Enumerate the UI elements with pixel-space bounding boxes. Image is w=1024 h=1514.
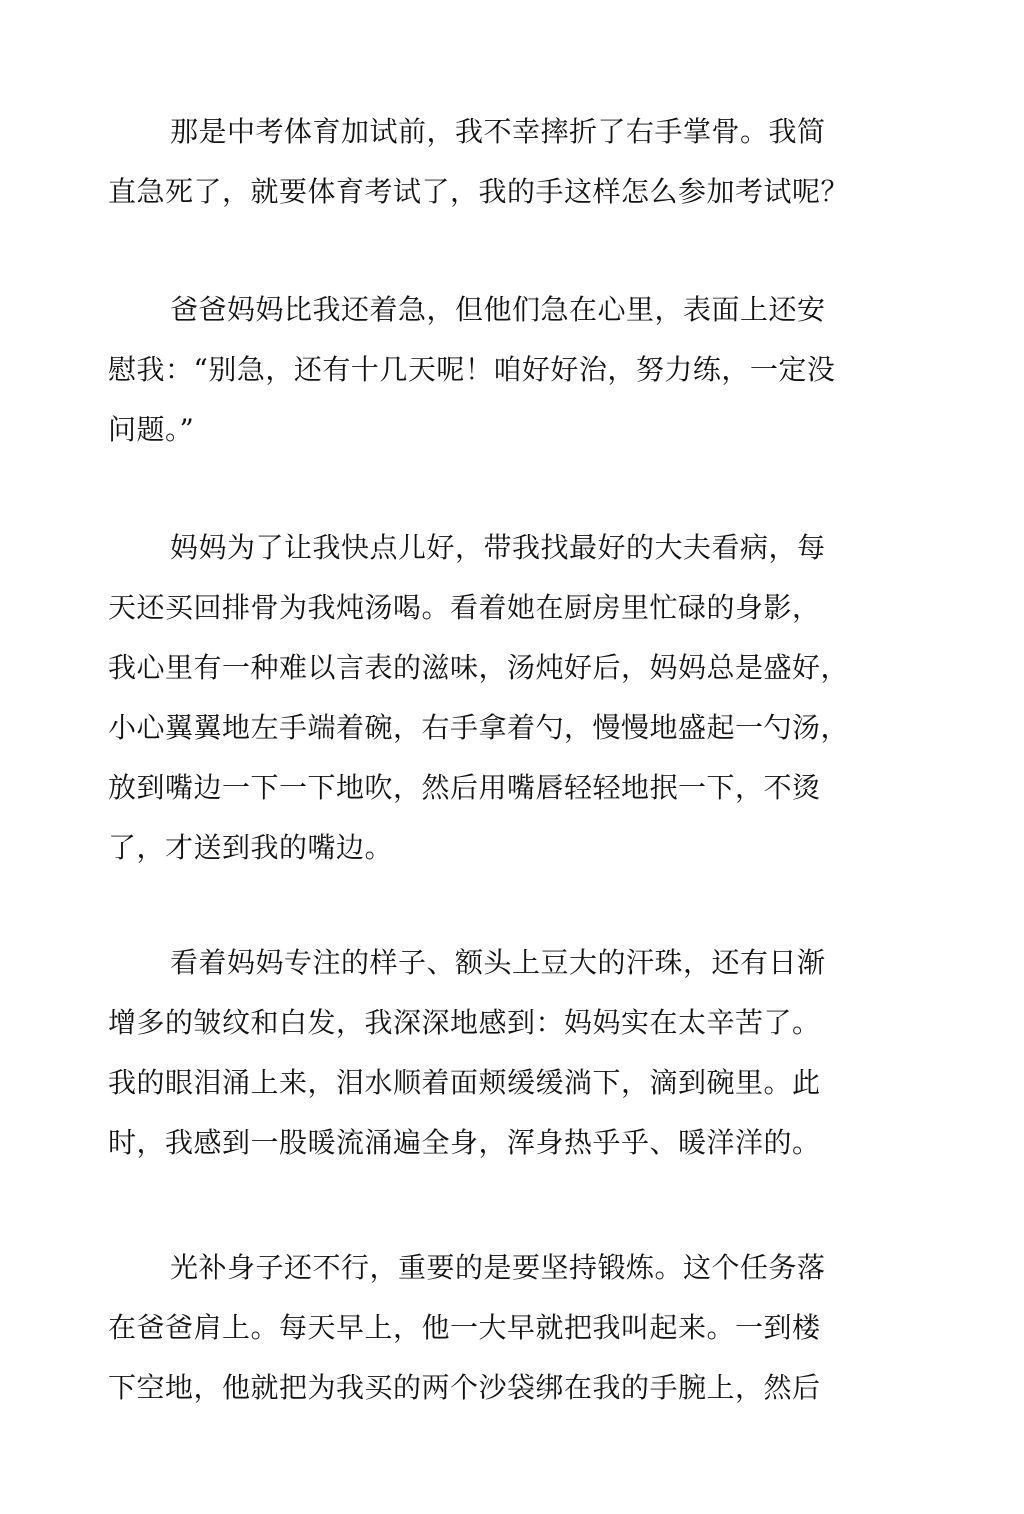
- text-line: 在爸爸肩上。每天早上，他一大早就把我叫起来。一到楼: [108, 1311, 821, 1344]
- text-line: 天还买回排骨为我炖汤喝。看着她在厨房里忙碌的身影，: [108, 591, 821, 624]
- text-line: 了，才送到我的嘴边。: [108, 831, 394, 864]
- text-line: 问题。”: [108, 413, 195, 446]
- text-line: 那是中考体育加试前，我不幸摔折了右手掌骨。我简: [170, 115, 826, 148]
- text-line: 慰我：“别急，还有十几天呢！咱好好治，努力练，一定没: [108, 353, 836, 386]
- text-line: 看着妈妈专注的样子、额头上豆大的汗珠，还有日渐: [170, 946, 826, 979]
- text-line: 妈妈为了让我快点儿好，带我找最好的大夫看病，每: [170, 531, 826, 564]
- text-line: 我的眼泪涌上来，泪水顺着面颊缓缓淌下，滴到碗里。此: [108, 1066, 821, 1099]
- text-line: 爸爸妈妈比我还着急，但他们急在心里，表面上还安: [170, 293, 826, 326]
- text-line: 直急死了，就要体育考试了，我的手这样怎么参加考试呢？: [108, 175, 850, 208]
- text-line: 我心里有一种难以言表的滋味，汤炖好后，妈妈总是盛好，: [108, 651, 850, 684]
- text-line: 放到嘴边一下一下地吹，然后用嘴唇轻轻地抿一下，不烫: [108, 771, 821, 804]
- text-line: 下空地，他就把为我买的两个沙袋绑在我的手腕上，然后: [108, 1371, 821, 1404]
- text-line: 光补身子还不行，重要的是要坚持锻炼。这个任务落: [170, 1251, 826, 1284]
- text-line: 时，我感到一股暖流涌遍全身，浑身热乎乎、暖洋洋的。: [108, 1126, 821, 1159]
- text-line: 增多的皱纹和白发，我深深地感到：妈妈实在太辛苦了。: [108, 1006, 821, 1039]
- text-line: 小心翼翼地左手端着碗，右手拿着勺，慢慢地盛起一勺汤，: [108, 711, 850, 744]
